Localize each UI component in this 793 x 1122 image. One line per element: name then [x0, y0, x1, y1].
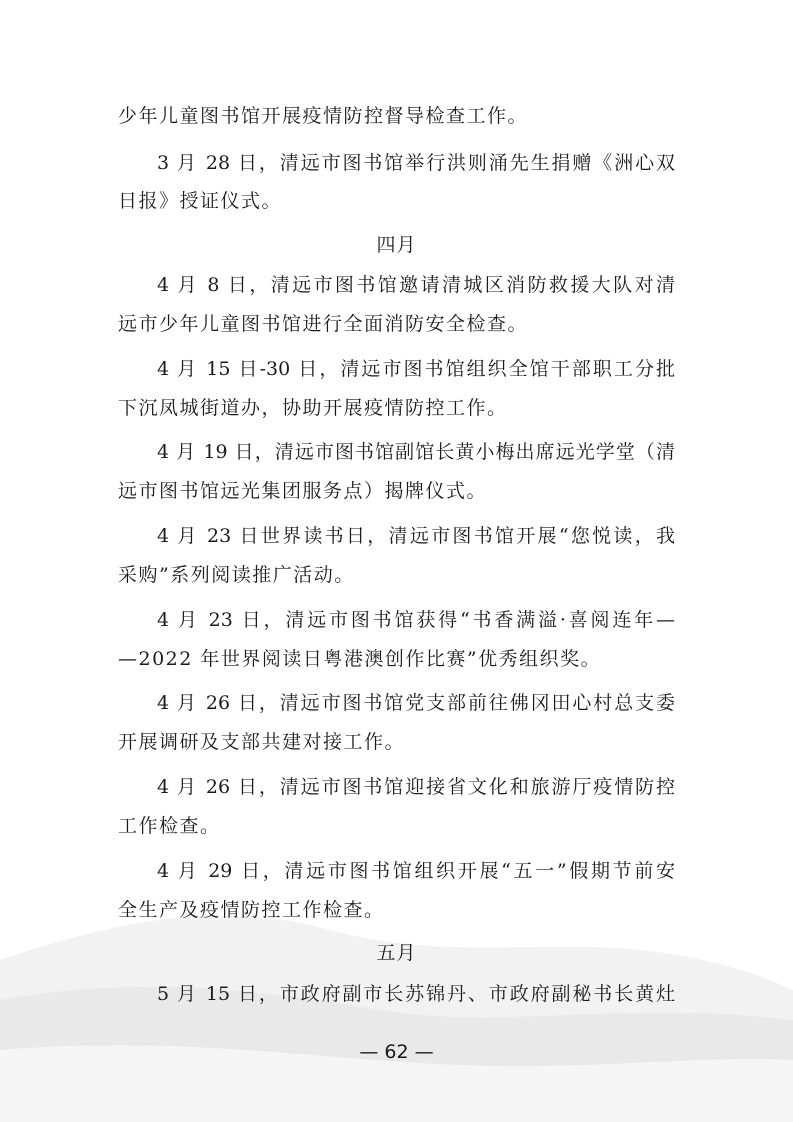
page-number: — 62 —: [359, 1041, 434, 1063]
text-line: 下沉凤城街道办，协助开展疫情防控工作。: [118, 397, 508, 419]
paragraph-start-line: 4 月 23 日世界读书日，清远市图书馆开展“您悦读，我: [157, 525, 675, 547]
paragraph-start-line: 4 月 23 日，清远市图书馆获得“书香满溢·喜阅连年—: [157, 609, 675, 631]
text-line: 全生产及疫情防控工作检查。: [118, 899, 385, 921]
paragraph-start-line: 3 月 28 日，清远市图书馆举行洪则涌先生捐赠《洲心双: [157, 152, 675, 174]
month-heading-may: 五月: [376, 942, 417, 964]
month-heading-april: 四月: [376, 234, 417, 256]
text-line: 少年儿童图书馆开展疫情防控督导检查工作。: [118, 105, 529, 127]
text-line: 远市少年儿童图书馆进行全面消防安全检查。: [118, 313, 529, 335]
paragraph-start-line: 4 月 19 日，清远市图书馆副馆长黄小梅出席远光学堂（清: [157, 441, 675, 463]
paragraph-start-line: 4 月 26 日，清远市图书馆党支部前往佛冈田心村总支委: [157, 692, 675, 714]
paragraph-start-line: 4 月 26 日，清远市图书馆迎接省文化和旅游厅疫情防控: [157, 776, 675, 798]
text-line: 日报》授证仪式。: [118, 190, 283, 212]
paragraph-start-line: 4 月 8 日，清远市图书馆邀请清城区消防救援大队对清: [157, 274, 675, 296]
text-line: 采购”系列阅读推广活动。: [118, 564, 355, 586]
text-line: —2022 年世界阅读日粤港澳创作比赛”优秀组织奖。: [118, 648, 602, 670]
text-line: 工作检查。: [118, 815, 221, 837]
text-line: 开展调研及支部共建对接工作。: [118, 731, 406, 753]
paragraph-start-line: 4 月 29 日，清远市图书馆组织开展“五一”假期节前安: [157, 860, 675, 882]
text-line: 远市图书馆远光集团服务点）揭牌仪式。: [118, 480, 488, 502]
paragraph-start-line: 4 月 15 日-30 日，清远市图书馆组织全馆干部职工分批: [157, 358, 675, 380]
paragraph-start-line: 5 月 15 日，市政府副市长苏锦丹、市政府副秘书长黄灶: [157, 983, 675, 1005]
